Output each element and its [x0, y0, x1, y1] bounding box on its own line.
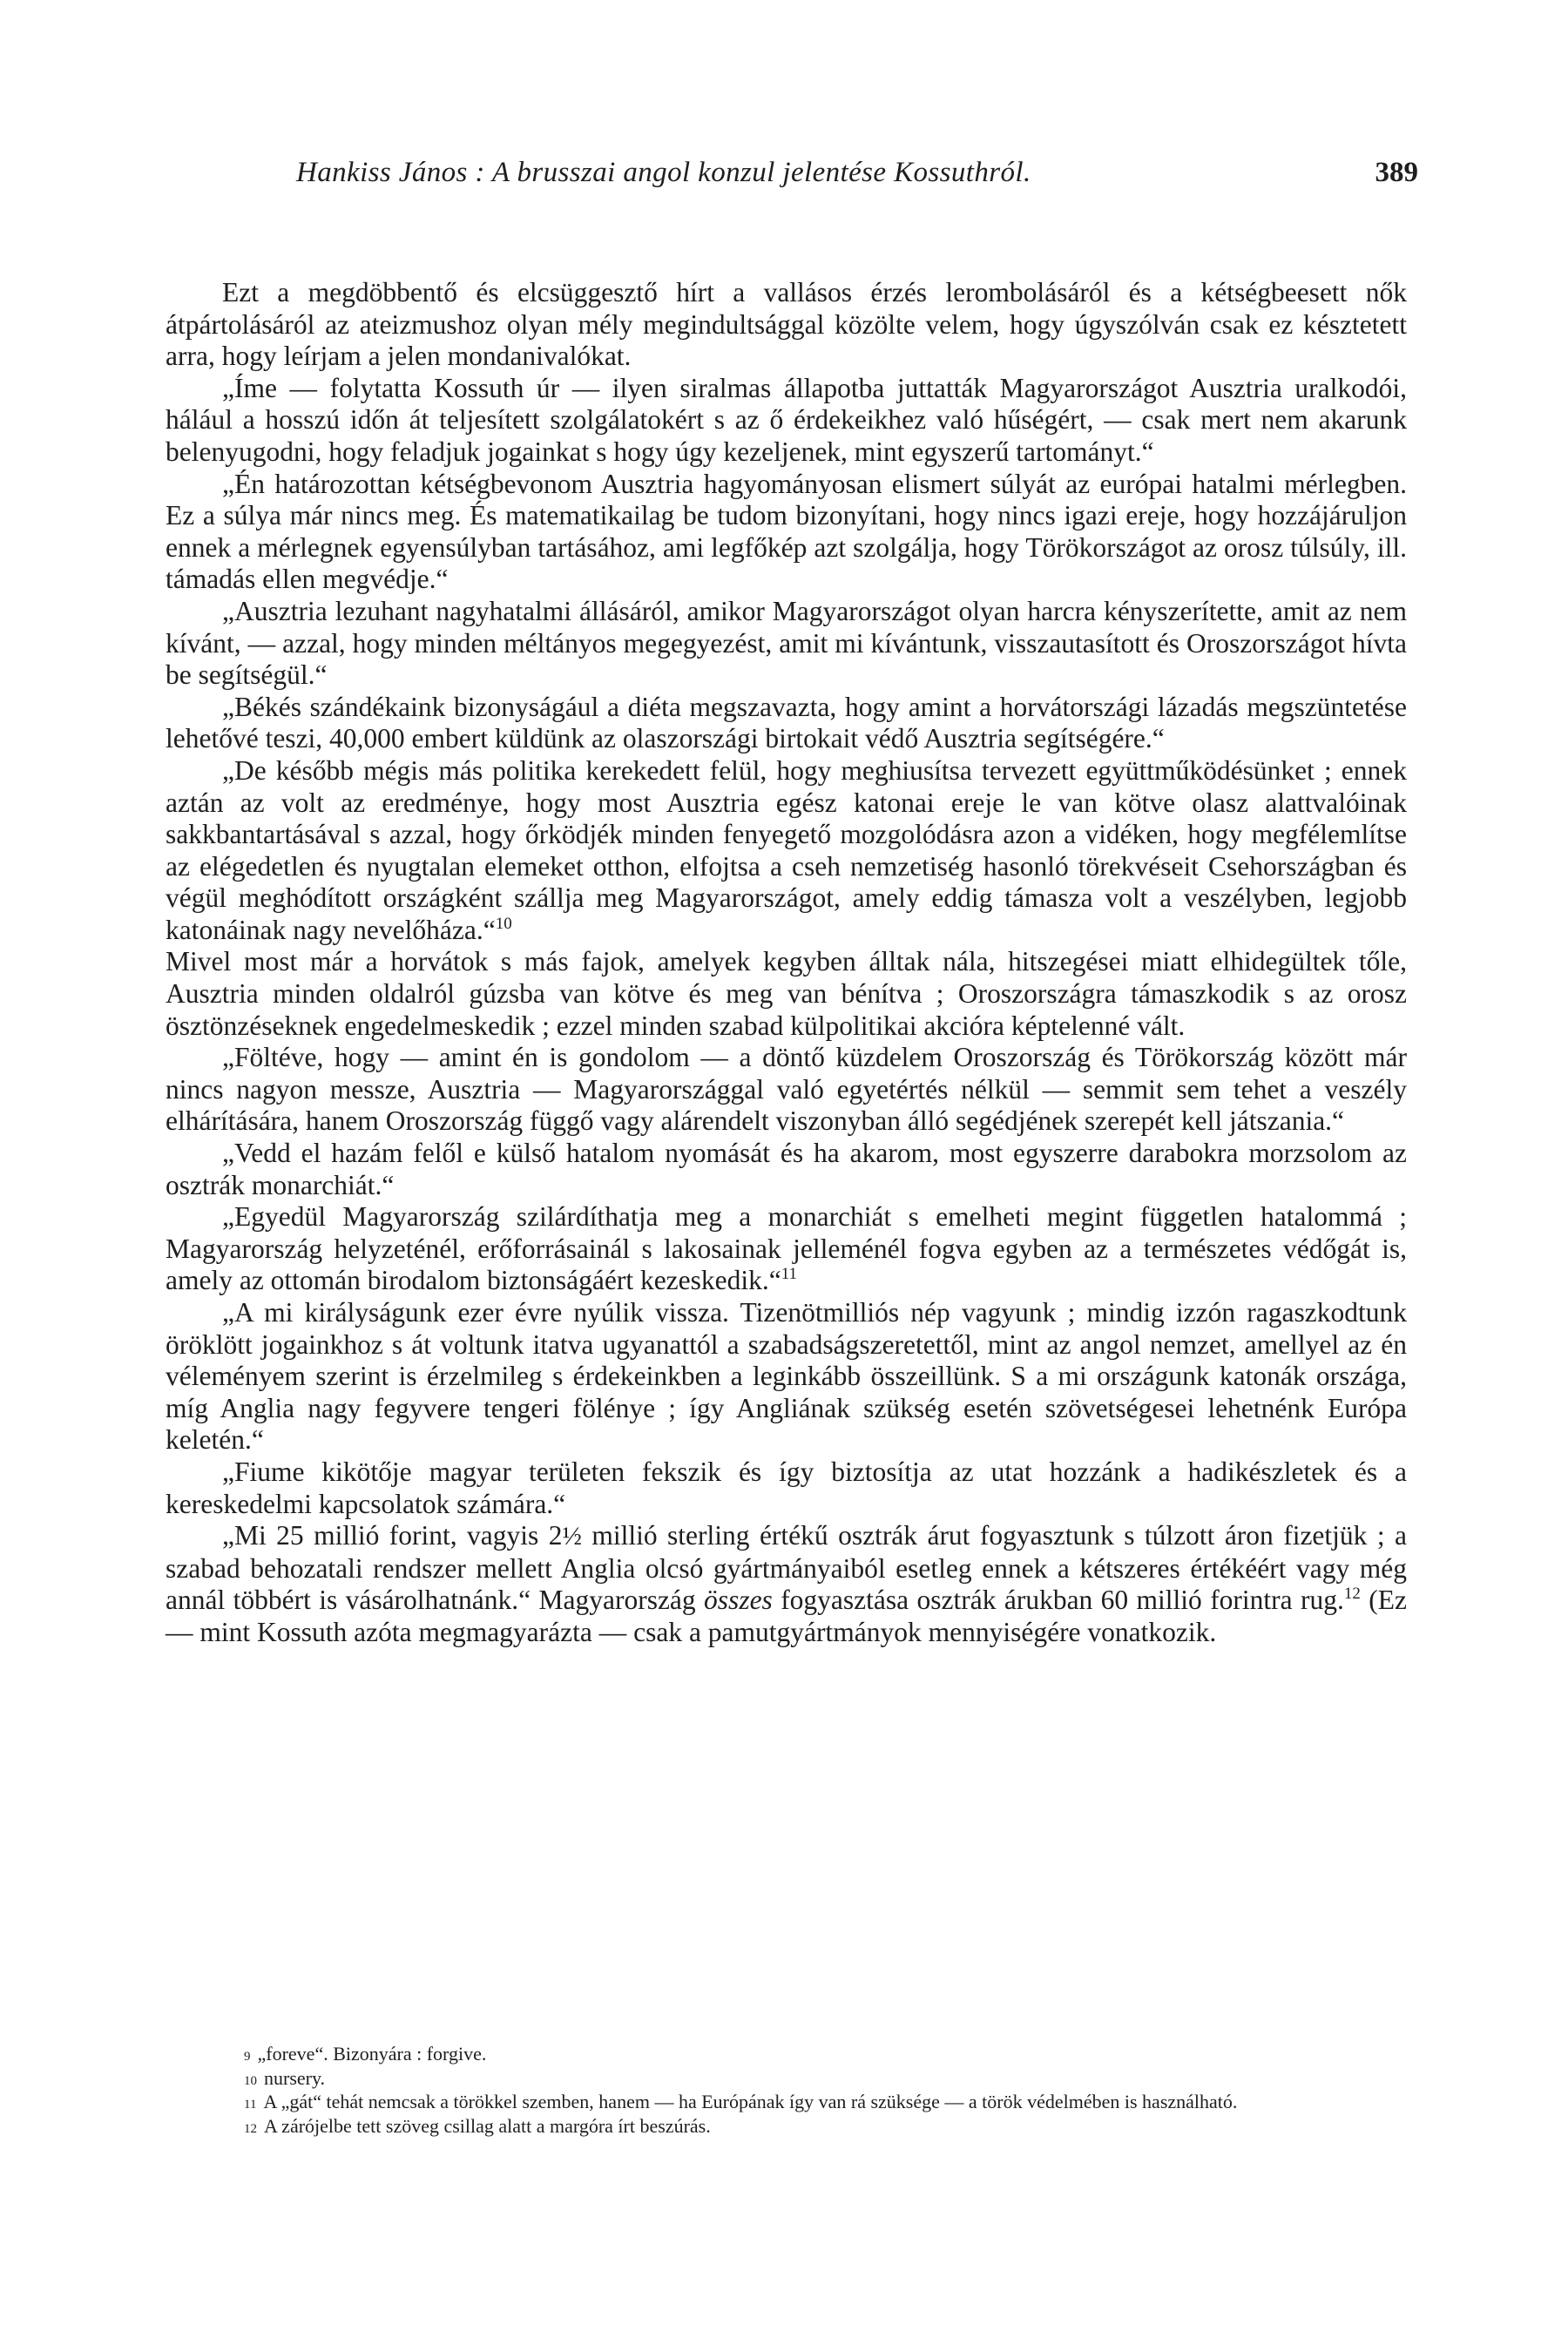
paragraph: „Vedd el hazám felől e külső hatalom nyomását és ha akarom, most egyszerre darabokra morzsolom az osztrák monarchiát.“	[166, 1138, 1407, 1200]
paragraph-text: „De később mégis más politika kerekedett felül, hogy meghiusítsa tervezett együttműködésünket ; ennek aztán az volt az eredménye, hogy most Ausztria egész katonai ereje le van kötve olasz alattvalóinak sakkbantartásával s azzal, hogy őrködjék minden fenyegető mozgolódásra azon a vidéken, hogy megfélemlítse az elégedetlen és nyugtalan elemeket otthon, elfojtsa a cseh nemzetiség hasonló törekvéseit Csehországban és végül meghódított országként szállja meg Magyarországot, amely eddig támasza volt a veszélyben, legjobb katonáinak nagy nevelőháza.“	[166, 754, 1407, 945]
footnote	[166, 2044, 1407, 2068]
footnote-text: A zárójelbe tett szöveg csillag alatt a margóra írt beszúrás.	[264, 2114, 711, 2137]
paragraph	[166, 1201, 1407, 1297]
paragraph	[166, 1520, 1407, 1648]
footnote	[166, 2116, 1407, 2140]
footnote	[166, 2092, 1407, 2116]
paragraph-text: millió sterling értékű osztrák árut fogyasztunk s túlzott áron fizetjük ; a szabad behozatali rendszer mellett Anglia olcsó gyártmányaiból esetleg ennek a kétszeres értékéért vagy még annál többért is vásárolhatnánk.“ Magyarország	[166, 1520, 1407, 1616]
paragraph: „Én határozottan kétségbevonom Ausztria hagyományosan elismert súlyát az európai hatalmi mérlegben. Ez a súlya már nincs meg. És matematikailag be tudom bizonyítani, hogy nincs igazi ereje, hogy hozzájáruljon ennek a mérlegnek egyensúlyban tartásához, ami legfőkép azt szolgálja, hogy Törökországot az orosz túlsúly, ill. támadás ellen megvédje.“	[166, 468, 1407, 595]
footnote	[166, 2068, 1407, 2092]
emphasis: összes	[704, 1585, 773, 1616]
paragraph-text: (Ez — mint Kossuth azóta megmagyarázta — csak a pamutgyártmányok mennyiségére vonatkozik.	[166, 1585, 1407, 1647]
running-title: Hankiss János : A brusszai angol konzul jelentése Kossuthról.	[296, 157, 1031, 188]
footnotes	[166, 2044, 1407, 2139]
paragraph-text: „Mi 25 millió forint, vagyis 2	[222, 1520, 563, 1551]
footnote-number: 11	[244, 2098, 257, 2112]
footnote-ref: 11	[781, 1265, 798, 1284]
footnote-text: nursery.	[264, 2066, 326, 2089]
footnote-ref: 12	[1343, 1585, 1361, 1604]
paragraph: „Íme — folytatta Kossuth úr — ilyen siralmas állapotba juttatták Magyarországot Ausztria uralkodói, hálául a hosszú időn át teljesített szolgálatokért s az ő érdekeikhez való hűségért, — csak mert nem akarunk belenyugodni, hogy feladjuk jogainkat s hogy úgy kezeljenek, mint egyszerű tartományt.“	[166, 372, 1407, 467]
paragraph	[166, 755, 1407, 947]
footnote-text: A „gát“ tehát nemcsak a törökkel szemben, hanem — ha Európának így van rá szüksége — a török védelmében is használható.	[263, 2091, 1238, 2112]
footnote-ref: 10	[495, 914, 512, 933]
main-text	[166, 277, 1407, 1649]
running-header	[296, 157, 1418, 200]
footnote-number: 12	[244, 2121, 257, 2136]
fraction: ½	[562, 1522, 582, 1551]
footnote-text: „foreve“. Bizonyára : forgive.	[257, 2043, 487, 2065]
page-number: 389	[1375, 157, 1418, 188]
paragraph: „Békés szándékaink bizonyságául a diéta megszavazta, hogy amint a horvátországi lázadás megszüntetése lehetővé teszi, 40,000 embert küldünk az olaszországi birtokait védő Ausztria segítségére.“	[166, 691, 1407, 754]
paragraph: „Föltéve, hogy — amint én is gondolom — a döntő küzdelem Oroszország és Törökország között már nincs nagyon messze, Ausztria — Magyarországgal való egyetértés nélkül — semmit sem tehet a veszély elhárítására, hanem Oroszország függő vagy alárendelt viszonyban álló segédjének szerepét kell játszania.“	[166, 1042, 1407, 1137]
footnote-number: 10	[244, 2073, 257, 2088]
paragraph: „Ausztria lezuhant nagyhatalmi állásáról, amikor Magyarországot olyan harcra kényszerítette, amit az nem kívánt, — azzal, hogy minden méltányos megegyezést, amit mi kívántunk, visszautasított és Oroszországot hívta be segítségül.“	[166, 595, 1407, 691]
paragraph-text: „Egyedül Magyarország szilárdíthatja meg a monarchiát s emelheti megint független hatalommá ; Magyarország helyzeténél, erőforrásainál s lakosainak jelleménél fogva egyben az a természetes védőgát is, amely az ottomán birodalom biztonságáért kezeskedik.“	[166, 1201, 1407, 1296]
paragraph-text: fogyasztása osztrák árukban 60 millió forintra rug.	[772, 1585, 1344, 1616]
paragraph: Ezt a megdöbbentő és elcsüggesztő hírt a vallásos érzés lerombolásáról és a kétségbeesett nők átpártolásáról az ateizmushoz olyan mély megindultsággal közölte velem, hogy úgyszólván csak ez késztetett arra, hogy leírjam a jelen mondanivalókat.	[166, 277, 1407, 372]
footnote-number: 9	[244, 2050, 251, 2064]
paragraph: „Fiume kikötője magyar területen fekszik és így biztosítja az utat hozzánk a hadikészletek és a kereskedelmi kapcsolatok számára.“	[166, 1456, 1407, 1519]
paragraph: Mivel most már a horvátok s más fajok, amelyek kegyben álltak nála, hitszegései miatt elhidegültek tőle, Ausztria minden oldalról gúzsba van kötve és meg van bénítva ; Oroszországra támaszkodik s az orosz ösztönzéseknek engedelmeskedik ; ezzel minden szabad külpolitikai akcióra képtelenné vált.	[166, 946, 1407, 1041]
paragraph: „A mi királyságunk ezer évre nyúlik vissza. Tizenötmilliós nép vagyunk ; mindig izzón ragaszkodtunk öröklött jogainkhoz s át voltunk itatva ugyanattól a szabadságszeretettől, mint az angol nemzet, amellyel az én véleményem szerint is érzelmileg s érdekeinkben a leginkább összeillünk. S a mi országunk katonák országa, míg Anglia nagy fegyvere tengeri fölénye ; így Angliának szükség esetén szövetségesei lehetnénk Európa keletén.“	[166, 1297, 1407, 1456]
